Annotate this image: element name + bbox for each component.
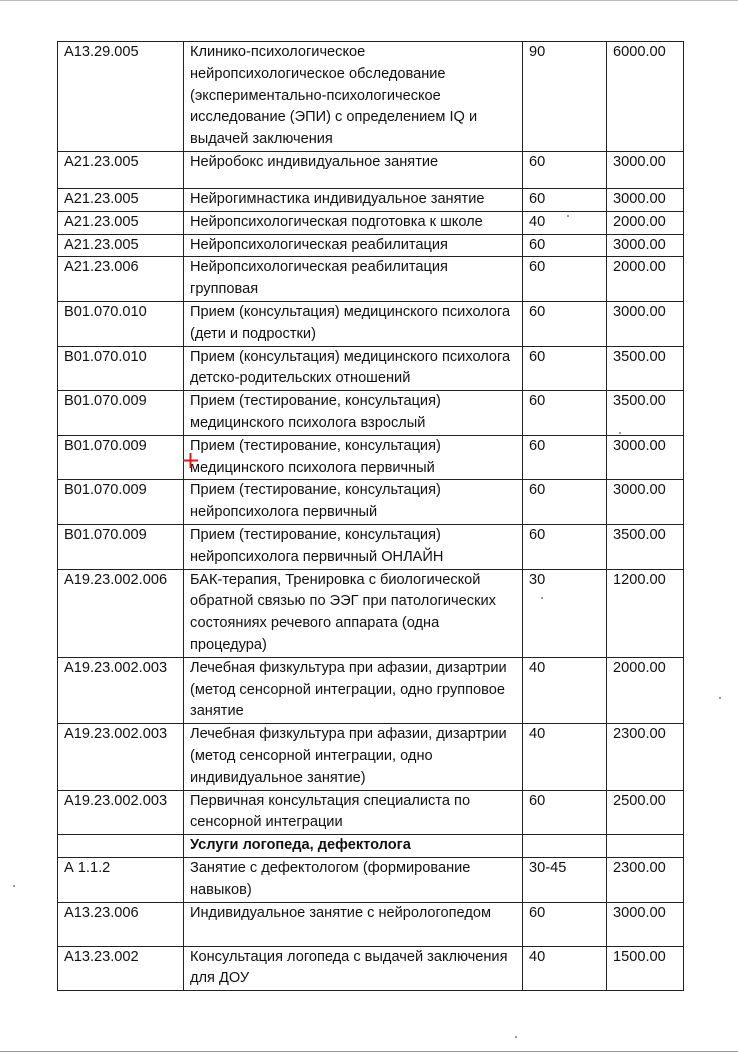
service-code-cell: A13.29.005 (58, 42, 184, 152)
duration-cell: 60 (523, 902, 607, 946)
price-cell: 3500.00 (607, 524, 684, 569)
price-table (57, 41, 684, 991)
table-row (58, 391, 684, 436)
service-name-cell: Прием (консультация) медицинского психолога детско-родительских отношений (184, 346, 523, 391)
price-cell: 2000.00 (607, 257, 684, 302)
service-code-cell: A21.23.005 (58, 189, 184, 212)
duration-cell: 60 (523, 234, 607, 257)
table-row (58, 42, 684, 152)
table-row (58, 902, 684, 946)
price-cell: 3000.00 (607, 152, 684, 189)
price-table-body (58, 42, 684, 991)
duration-cell: 40 (523, 211, 607, 234)
price-cell: 3000.00 (607, 902, 684, 946)
service-code-cell: B01.070.009 (58, 391, 184, 436)
service-name-cell: Услуги логопеда, дефектолога (184, 835, 523, 858)
service-name-cell: Нейропсихологическая реабилитация групповая (184, 257, 523, 302)
service-name-cell: Прием (тестирование, консультация) медицинского психолога взрослый (184, 391, 523, 436)
duration-cell: 60 (523, 391, 607, 436)
table-row (58, 435, 684, 480)
service-name-cell: Нейрогимнастика индивидуальное занятие (184, 189, 523, 212)
service-name-cell: Первичная консультация специалиста по сенсорной интеграции (184, 790, 523, 835)
duration-cell: 60 (523, 524, 607, 569)
price-cell: 3000.00 (607, 189, 684, 212)
duration-cell: 60 (523, 480, 607, 525)
service-code-cell (58, 835, 184, 858)
table-row (58, 946, 684, 991)
price-cell: 2300.00 (607, 724, 684, 790)
duration-cell (523, 835, 607, 858)
table-row (58, 480, 684, 525)
table-row (58, 257, 684, 302)
service-code-cell: A21.23.005 (58, 152, 184, 189)
table-row (58, 790, 684, 835)
duration-cell: 60 (523, 435, 607, 480)
service-code-cell: A13.23.002 (58, 946, 184, 991)
service-code-cell: A19.23.002.003 (58, 657, 184, 723)
duration-cell: 60 (523, 301, 607, 346)
scan-speck (719, 697, 721, 699)
service-name-cell: Прием (тестирование, консультация) медицинского психолога первичный (184, 435, 523, 480)
page-top-edge (0, 0, 738, 9)
service-name-cell: Клинико-психологическое нейропсихологическое обследование (экспериментально-психологическое исследование (ЭПИ) с определением IQ и выдачей заключения (184, 42, 523, 152)
duration-cell: 60 (523, 346, 607, 391)
price-cell: 1500.00 (607, 946, 684, 991)
service-name-cell: Индивидуальное занятие с нейрологопедом (184, 902, 523, 946)
service-code-cell: A19.23.002.003 (58, 790, 184, 835)
duration-cell: 40 (523, 946, 607, 991)
price-cell: 3500.00 (607, 391, 684, 436)
service-name-cell: Нейропсихологическая реабилитация (184, 234, 523, 257)
scan-speck (619, 432, 621, 434)
service-name-cell: Нейропсихологическая подготовка к школе (184, 211, 523, 234)
service-code-cell: B01.070.010 (58, 301, 184, 346)
table-row (58, 152, 684, 189)
price-cell: 3500.00 (607, 346, 684, 391)
service-code-cell: A19.23.002.003 (58, 724, 184, 790)
table-row (58, 211, 684, 234)
duration-cell: 30-45 (523, 857, 607, 902)
duration-cell: 60 (523, 152, 607, 189)
page-bottom-edge (0, 1051, 738, 1052)
service-code-cell: A21.23.006 (58, 257, 184, 302)
service-code-cell: A21.23.005 (58, 211, 184, 234)
price-cell: 1200.00 (607, 569, 684, 657)
price-cell: 2300.00 (607, 857, 684, 902)
table-row (58, 524, 684, 569)
service-code-cell: B01.070.009 (58, 480, 184, 525)
service-code-cell: B01.070.010 (58, 346, 184, 391)
service-name-cell: Прием (тестирование, консультация) нейропсихолога первичный (184, 480, 523, 525)
section-header-row (58, 835, 684, 858)
service-code-cell: А 1.1.2 (58, 857, 184, 902)
price-cell: 3000.00 (607, 301, 684, 346)
duration-cell: 60 (523, 790, 607, 835)
table-row (58, 569, 684, 657)
duration-cell: 90 (523, 42, 607, 152)
table-row (58, 857, 684, 902)
price-cell (607, 835, 684, 858)
scan-speck (541, 597, 543, 599)
service-name-cell: Прием (консультация) медицинского психолога (дети и подростки) (184, 301, 523, 346)
price-cell: 6000.00 (607, 42, 684, 152)
price-cell: 2000.00 (607, 211, 684, 234)
table-row (58, 346, 684, 391)
service-code-cell: A13.23.006 (58, 902, 184, 946)
price-cell: 3000.00 (607, 435, 684, 480)
service-name-cell: Консультация логопеда с выдачей заключения для ДОУ (184, 946, 523, 991)
table-row (58, 301, 684, 346)
service-name-cell: Занятие с дефектологом (формирование навыков) (184, 857, 523, 902)
service-code-cell: B01.070.009 (58, 524, 184, 569)
table-row (58, 657, 684, 723)
service-name-cell: Лечебная физкультура при афазии, дизартрии (метод сенсорной интеграции, одно индивидуальное занятие) (184, 724, 523, 790)
price-cell: 2000.00 (607, 657, 684, 723)
duration-cell: 40 (523, 724, 607, 790)
table-row (58, 189, 684, 212)
price-cell: 3000.00 (607, 480, 684, 525)
service-code-cell: A19.23.002.006 (58, 569, 184, 657)
service-name-cell: Прием (тестирование, консультация) нейропсихолога первичный ОНЛАЙН (184, 524, 523, 569)
scan-speck (567, 215, 569, 217)
red-cross-mark-icon (182, 452, 199, 469)
service-code-cell: B01.070.009 (58, 435, 184, 480)
service-name-cell: БАК-терапия, Тренировка с биологической обратной связью по ЭЭГ при патологических состояниях речевого аппарата (одна процедура) (184, 569, 523, 657)
scan-speck (13, 885, 15, 887)
duration-cell: 30 (523, 569, 607, 657)
service-name-cell: Нейробокс индивидуальное занятие (184, 152, 523, 189)
table-row (58, 234, 684, 257)
table-row (58, 724, 684, 790)
duration-cell: 60 (523, 189, 607, 212)
service-name-cell: Лечебная физкультура при афазии, дизартрии (метод сенсорной интеграции, одно групповое занятие (184, 657, 523, 723)
price-cell: 3000.00 (607, 234, 684, 257)
duration-cell: 60 (523, 257, 607, 302)
price-cell: 2500.00 (607, 790, 684, 835)
service-code-cell: A21.23.005 (58, 234, 184, 257)
scan-speck (515, 1036, 517, 1038)
duration-cell: 40 (523, 657, 607, 723)
